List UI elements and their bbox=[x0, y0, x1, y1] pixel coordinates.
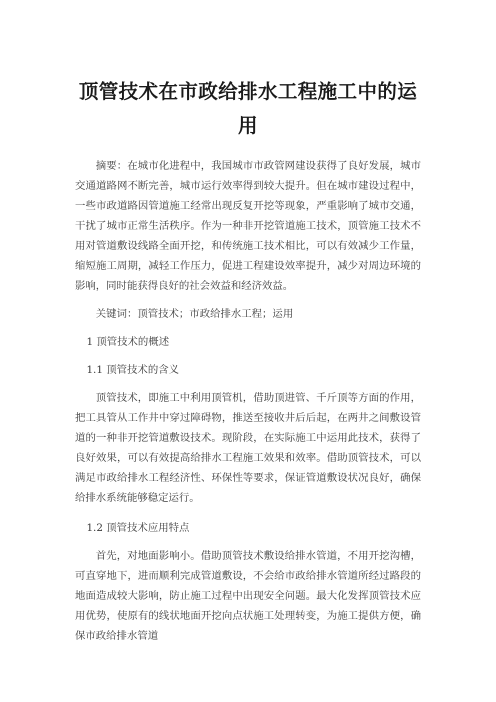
section-1-2-body: 首先，对地面影响小。借助顶管技术敷设给排水管道，不用开挖沟槽，可直穿地下，进而顺利完成管道敷设，不会给市政给排水管道所经过路段的地面造成较大影响，防止施工过程中出现安全问题。最大化发挥顶管技术应用优势，使原有的线状地面开挖向点状施工处理转变，为施工提供方便，确保市政给排水管道 bbox=[75, 550, 421, 642]
document-title-line-1: 顶管技术在市政给排水工程施工中的运 bbox=[78, 80, 418, 103]
section-1-heading: 1 顶管技术的概述 bbox=[86, 336, 170, 348]
keywords-paragraph: 关键词：顶管技术；市政给排水工程；运用 bbox=[95, 308, 294, 320]
section-1-2-heading: 1.2 顶管技术应用特点 bbox=[86, 522, 190, 534]
document-title-line-2: 用 bbox=[238, 114, 258, 137]
abstract-paragraph: 摘要：在城市化进程中，我国城市市政管网建设获得了良好发展，城市交通道路网不断完善，城市运行效率得到较大提升。但在城市建设过程中，一些市政道路因管道施工经常出现反复开挖等现象，严重影响了城市交通，干扰了城市正常生活秩序。作为一种非开挖管道施工技术，顶管施工技术不用对管道敷设线路全面开挖，和传统施工技术相比，可以有效减少工作量，缩短施工周期，减轻工作压力，促进工程建设效率提升，减少对周边环境的影响，同时能获得良好的社会效益和经济效益。 bbox=[75, 160, 421, 292]
section-1-1-body: 顶管技术，即施工中利用顶管机，借助顶进管、千斤顶等方面的作用，把工具管从工作井中穿过障碍物，推送至接收井后后起，在两井之间敷设管道的一种非开挖管道敷设技术。现阶段，在实际施工中运用此技术，获得了良好效果，可以有效提高给排水工程施工效果和效率。借助顶管技术，可以满足市政给排水工程经济性、环保性等要求，保证管道敷设状况良好，确保给排水系统能够稳定运行。 bbox=[75, 392, 421, 504]
section-1-1-heading: 1.1 顶管技术的含义 bbox=[86, 364, 179, 376]
document-title bbox=[75, 76, 421, 142]
